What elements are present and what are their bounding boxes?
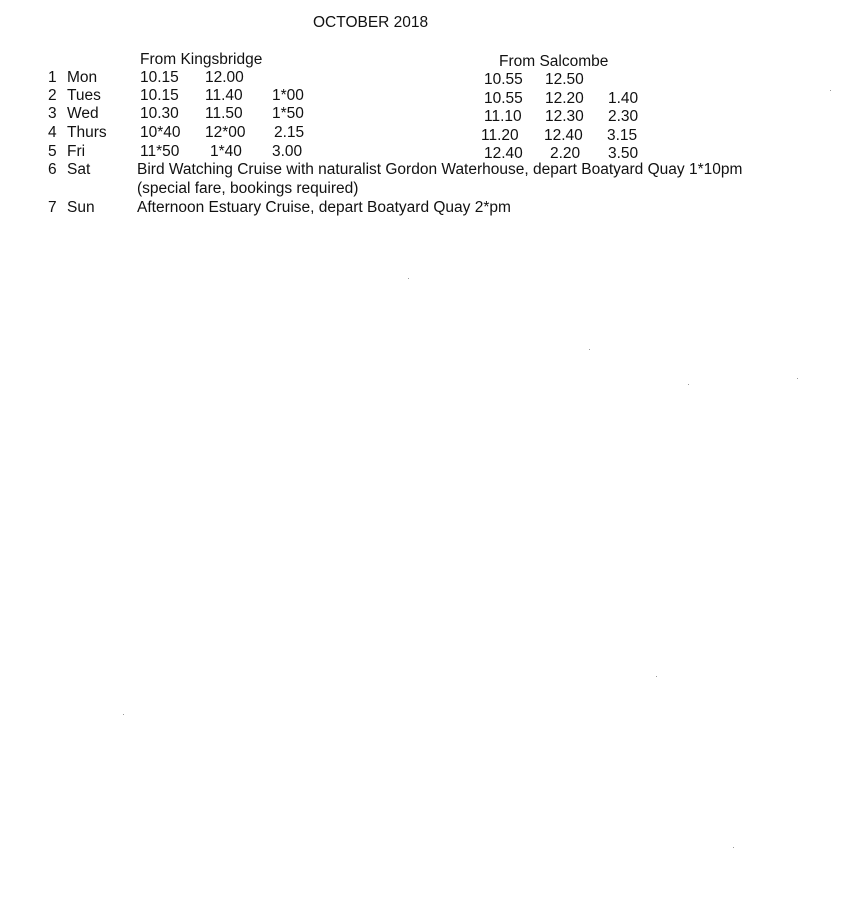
kingsbridge-time: 12*00 xyxy=(205,124,246,141)
day-number: 1 xyxy=(48,69,57,86)
day-number: 3 xyxy=(48,105,57,122)
kingsbridge-time: 11*50 xyxy=(140,143,180,160)
kingsbridge-time: 10.15 xyxy=(140,87,179,104)
salcombe-time: 2.30 xyxy=(608,108,639,125)
day-name: Sat xyxy=(67,161,91,178)
day-number: 7 xyxy=(48,199,57,216)
kingsbridge-time: 1*40 xyxy=(210,143,242,160)
day-name: Fri xyxy=(67,143,86,160)
salcombe-time: 11.10 xyxy=(484,108,522,125)
scan-speck xyxy=(688,384,689,385)
salcombe-time: 3.15 xyxy=(607,127,638,144)
sun-cruise-note: Afternoon Estuary Cruise, depart Boatyard Quay 2*pm xyxy=(137,199,511,216)
header-from-kingsbridge: From Kingsbridge xyxy=(140,51,263,68)
sat-cruise-note-fare: (special fare, bookings required) xyxy=(137,180,359,197)
scan-speck xyxy=(733,847,734,848)
scan-speck xyxy=(656,676,657,677)
salcombe-time: 11.20 xyxy=(481,127,519,144)
page-title: OCTOBER 2018 xyxy=(313,14,429,31)
scan-speck xyxy=(830,90,831,91)
kingsbridge-time: 1*00 xyxy=(272,87,304,104)
kingsbridge-time: 3.00 xyxy=(272,143,303,160)
day-number: 5 xyxy=(48,143,57,160)
salcombe-time: 2.20 xyxy=(550,145,581,162)
day-name: Mon xyxy=(67,69,98,86)
day-name: Sun xyxy=(67,199,95,216)
scan-speck xyxy=(408,278,409,279)
salcombe-time: 10.55 xyxy=(484,71,523,88)
salcombe-time: 10.55 xyxy=(484,90,523,107)
kingsbridge-time: 12.00 xyxy=(205,69,244,86)
salcombe-time: 12.30 xyxy=(545,108,584,125)
day-name: Thurs xyxy=(67,124,107,141)
salcombe-time: 12.40 xyxy=(544,127,583,144)
day-number: 6 xyxy=(48,161,57,178)
day-name: Tues xyxy=(67,87,101,104)
kingsbridge-time: 1*50 xyxy=(272,105,304,122)
scan-speck xyxy=(123,714,124,715)
day-number: 2 xyxy=(48,87,57,104)
kingsbridge-time: 11.50 xyxy=(205,105,243,122)
kingsbridge-time: 10.30 xyxy=(140,105,179,122)
scan-speck xyxy=(797,378,798,379)
salcombe-time: 12.50 xyxy=(545,71,584,88)
kingsbridge-time: 10.15 xyxy=(140,69,179,86)
kingsbridge-time: 11.40 xyxy=(205,87,243,104)
kingsbridge-time: 2.15 xyxy=(274,124,305,141)
scan-speck xyxy=(589,349,590,350)
day-name: Wed xyxy=(67,105,99,122)
salcombe-time: 12.40 xyxy=(484,145,523,162)
header-from-salcombe: From Salcombe xyxy=(499,53,609,70)
salcombe-time: 12.20 xyxy=(545,90,584,107)
day-number: 4 xyxy=(48,124,57,141)
kingsbridge-time: 10*40 xyxy=(140,124,181,141)
salcombe-time: 1.40 xyxy=(608,90,639,107)
salcombe-time: 3.50 xyxy=(608,145,639,162)
sat-cruise-note: Bird Watching Cruise with naturalist Gordon Waterhouse, depart Boatyard Quay 1*10pm xyxy=(137,161,743,178)
